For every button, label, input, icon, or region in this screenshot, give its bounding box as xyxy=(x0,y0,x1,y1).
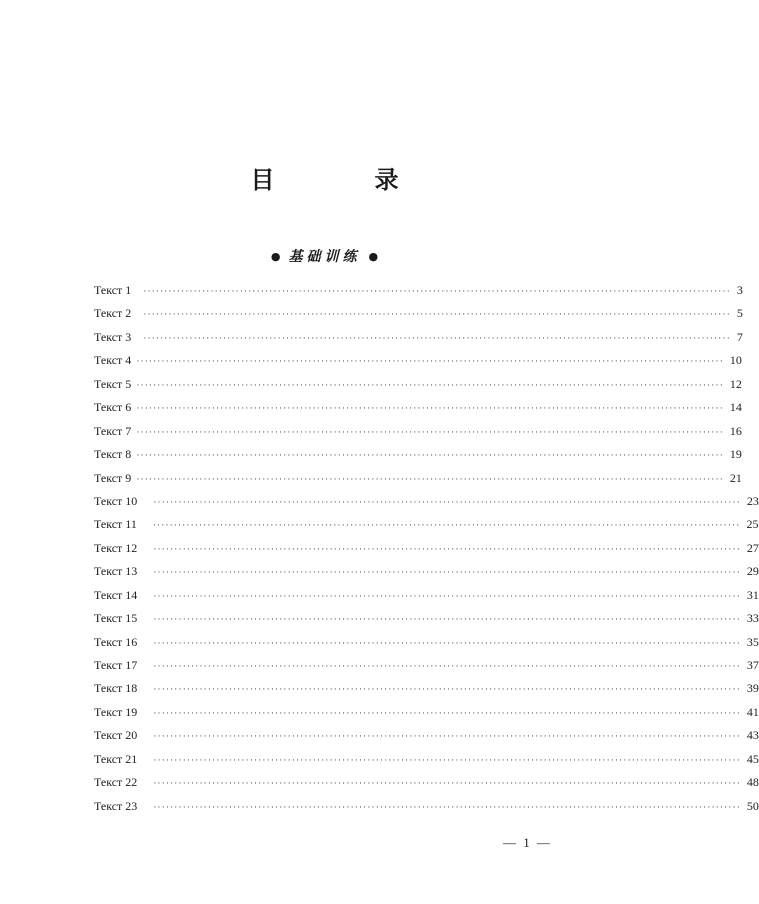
section-heading xyxy=(0,247,649,267)
toc-entry[interactable] xyxy=(94,798,759,822)
bullet-icon: ● xyxy=(270,250,281,263)
toc-entry-page: 25 xyxy=(746,517,759,532)
toc-entry-page: 16 xyxy=(729,423,742,438)
toc-leader-dots: ············································································································································ xyxy=(136,379,724,390)
toc-entry-label: Текст 8 xyxy=(94,447,132,462)
toc-entry-page: 45 xyxy=(746,751,759,766)
toc-entry-page: 3 xyxy=(736,283,743,297)
toc-entry-label: Текст 20 xyxy=(94,728,138,743)
toc-entry-label: Текст 1 xyxy=(94,283,132,297)
toc-entry-page: 35 xyxy=(746,634,759,649)
toc-leader-dots: ············································································································································ xyxy=(153,707,741,718)
toc-leader-dots: ············································································································································ xyxy=(153,684,741,695)
toc-entry-page: 31 xyxy=(746,587,759,602)
toc-entry[interactable] xyxy=(94,447,742,470)
toc-entry-label: Текст 2 xyxy=(94,306,132,321)
toc-entry-label: Текст 3 xyxy=(94,329,132,344)
section-heading-label: 基础训练 xyxy=(288,249,361,265)
toc-entry-page: 21 xyxy=(729,470,742,485)
toc-leader-dots: ············································································································································ xyxy=(153,590,741,601)
toc-leader-dots: ············································································································································ xyxy=(143,286,731,296)
toc-leader-dots: ············································································································································ xyxy=(136,450,724,461)
toc-leader-dots: ············································································································································ xyxy=(153,567,741,578)
toc-entry-label: Текст 10 xyxy=(94,493,138,508)
toc-entry[interactable] xyxy=(94,423,742,447)
toc-entry-label: Текст 22 xyxy=(94,775,138,790)
bullet-icon: ● xyxy=(368,250,379,263)
toc-leader-dots: ············································································································································ xyxy=(153,801,741,812)
toc-entry[interactable] xyxy=(94,704,759,728)
toc-entry-page: 12 xyxy=(729,376,742,391)
toc-entry-page: 27 xyxy=(746,540,759,555)
toc-entry-label: Текст 23 xyxy=(94,798,138,813)
toc-leader-dots: ············································································································································ xyxy=(136,426,724,437)
toc-leader-dots: ············································································································································ xyxy=(153,543,741,554)
toc-leader-dots: ············································································································································ xyxy=(136,356,724,367)
toc-leader-dots: ············································································································································ xyxy=(153,778,741,789)
toc-entry[interactable] xyxy=(94,564,759,587)
toc-entry[interactable] xyxy=(94,353,742,376)
toc-entry-page: 29 xyxy=(746,564,759,579)
toc-leader-dots: ············································································································································ xyxy=(152,520,741,531)
toc-leader-dots: ············································································································································ xyxy=(153,754,741,765)
toc-leader-dots: ············································································································································ xyxy=(143,332,731,343)
toc-entry-page: 7 xyxy=(736,329,743,344)
toc-entry[interactable] xyxy=(94,681,759,704)
table-of-contents xyxy=(94,283,759,822)
toc-entry[interactable] xyxy=(94,775,759,798)
toc-entry-label: Текст 13 xyxy=(94,564,138,579)
toc-entry-label: Текст 14 xyxy=(94,587,138,602)
toc-leader-dots: ············································································································································ xyxy=(136,403,724,414)
toc-leader-dots: ············································································································································ xyxy=(143,309,731,320)
toc-entry[interactable] xyxy=(94,728,759,751)
toc-entry-page: 50 xyxy=(746,798,759,813)
toc-leader-dots: ············································································································································ xyxy=(153,614,741,625)
toc-entry[interactable] xyxy=(94,587,759,611)
toc-entry-label: Текст 11 xyxy=(94,517,137,532)
toc-entry[interactable] xyxy=(94,540,759,564)
toc-entry-label: Текст 17 xyxy=(94,658,138,672)
toc-entry-page: 23 xyxy=(746,493,759,508)
page-title: 目 录 xyxy=(250,165,437,194)
toc-entry-label: Текст 15 xyxy=(94,611,138,626)
toc-entry-label: Текст 18 xyxy=(94,681,138,696)
toc-entry-label: Текст 4 xyxy=(94,353,132,368)
toc-entry[interactable] xyxy=(94,329,743,353)
toc-entry[interactable] xyxy=(94,658,759,681)
toc-leader-dots: ············································································································································ xyxy=(153,731,741,742)
toc-entry-page: 19 xyxy=(729,447,742,462)
toc-entry[interactable] xyxy=(94,611,759,634)
toc-entry-page: 14 xyxy=(729,400,742,415)
toc-entry-label: Текст 9 xyxy=(94,470,132,485)
page-number: — 1 — xyxy=(503,835,552,850)
toc-entry-page: 10 xyxy=(729,353,742,368)
toc-entry-label: Текст 19 xyxy=(94,704,138,719)
toc-entry-page: 41 xyxy=(746,704,759,719)
toc-entry[interactable] xyxy=(94,400,742,423)
toc-leader-dots: ············································································································································ xyxy=(153,661,741,671)
toc-entry-page: 5 xyxy=(736,306,743,321)
toc-entry[interactable] xyxy=(94,493,759,517)
toc-entry[interactable] xyxy=(94,470,742,494)
toc-entry-page: 37 xyxy=(746,658,759,672)
toc-entry[interactable] xyxy=(94,376,742,400)
toc-entry[interactable] xyxy=(94,517,759,540)
toc-entry[interactable] xyxy=(94,306,743,329)
toc-leader-dots: ············································································································································ xyxy=(153,496,741,507)
toc-leader-dots: ············································································································································ xyxy=(153,637,741,648)
toc-entry-label: Текст 12 xyxy=(94,540,138,555)
toc-entry-page: 48 xyxy=(746,775,759,790)
toc-entry-page: 43 xyxy=(746,728,759,743)
toc-entry-label: Текст 6 xyxy=(94,400,132,415)
toc-entry-label: Текст 21 xyxy=(94,751,138,766)
toc-entry-page: 33 xyxy=(746,611,759,626)
toc-leader-dots: ············································································································································ xyxy=(136,473,724,484)
toc-entry[interactable] xyxy=(94,634,759,658)
toc-entry-label: Текст 7 xyxy=(94,423,132,438)
toc-entry-page: 39 xyxy=(746,681,759,696)
toc-entry[interactable] xyxy=(94,751,759,775)
toc-entry[interactable] xyxy=(94,283,743,306)
toc-entry-label: Текст 16 xyxy=(94,634,138,649)
toc-entry-label: Текст 5 xyxy=(94,376,132,391)
